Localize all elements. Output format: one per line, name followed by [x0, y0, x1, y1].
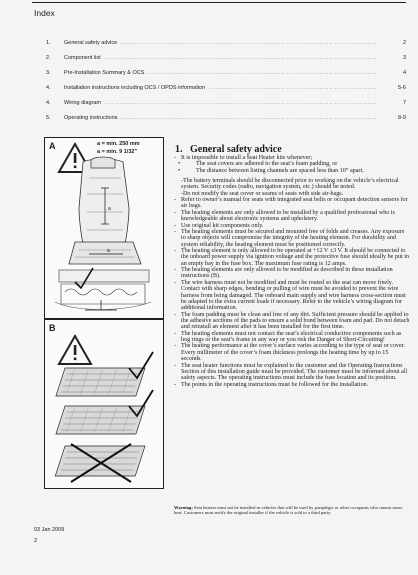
toc-page-number: 3	[402, 55, 406, 61]
toc-leader-dots	[64, 100, 378, 106]
toc-label: Installation instructions including OCS / OPDS information	[64, 85, 206, 91]
battery-paragraph: -The battery terminals should be disconnected prior to working on the vehicle’s electrical system. Security codes (radio, navigation system, etc.) should be noted.	[181, 178, 399, 191]
toc-label: Component list	[64, 55, 101, 61]
footer-page-number: 2	[34, 538, 38, 544]
warning-text: Seat heaters must not be installed in vehicles that will be used by paraplegic or other occupants who cannot sense heat. Customers must notify the original installer if the vehicle is sold to a third party.	[174, 505, 403, 516]
section-heading	[175, 144, 282, 155]
safety-bullet: - Use original kit components only.	[174, 223, 410, 229]
toc-number: 3.	[46, 70, 51, 76]
warning-label: Warning:	[174, 505, 193, 510]
toc-page-number: 7	[402, 100, 406, 106]
toc-page-number: 5-6	[398, 85, 406, 91]
heating-element-diagram-icon	[45, 320, 163, 488]
toc-leader-dots	[64, 55, 378, 61]
toc-label: General safety advice	[64, 40, 118, 46]
toc-number: 2.	[46, 55, 51, 61]
safety-bullet: - The heating performance at the cover’s surface varies according to the type of seat or cover. Every millimeter of the cover’s foam thickness prolongs the heating time by up to 15 seconds.	[174, 343, 410, 362]
table-of-contents	[34, 40, 406, 130]
section-title: General safety advice	[190, 144, 282, 155]
toc-label: Wiring diagram	[64, 100, 101, 106]
toc-row[interactable]	[34, 55, 406, 70]
toc-number: 4.	[46, 85, 51, 91]
safety-bullet: - The wire harness must not be modified and must be routed so the seat can move freely. Contact with sharp edges, bending or pulling of wire must be avoided to prevent the wire harness from being damaged. The onboard main supply and wire harness cross-section must be adapted to the extra current loads if necessary. Refer to the vehicle’s wiring diagram for additional information.	[174, 280, 410, 311]
toc-row[interactable]	[34, 100, 406, 115]
measurement-mm: a = min. 250 mm	[97, 141, 140, 147]
measure-label-a: a	[108, 206, 111, 212]
intro-text: - It is impossible to install a Seat Heater kits whenever;	[174, 155, 410, 161]
safety-bullet: - The heating elements are only allowed to be installed by a qualified professional who is knowledgeable about electronic systems and upholstery.	[174, 210, 410, 223]
airbag-paragraph: -Do not modify the seat cover or seams of seats with side air-bags.	[181, 190, 344, 197]
intro-sub-item: • The seat covers are adhered to the seat’s foam padding, or	[174, 161, 410, 167]
toc-row[interactable]	[34, 40, 406, 55]
page-title: Index	[34, 8, 55, 18]
toc-number: 1.	[46, 40, 51, 46]
toc-page-number: 4	[402, 70, 406, 76]
warning-note	[174, 505, 410, 516]
section-number: 1.	[175, 144, 183, 155]
figure-a-seat-measurement	[44, 137, 164, 319]
toc-number: 4.	[46, 100, 51, 106]
footer-date: 03 Jan 2009	[34, 527, 65, 533]
measurement-inch: a = min. 9 1/32"	[97, 149, 138, 155]
safety-bullet: - The heating elements are only allowed to be modified as described in these installation instructions (B).	[174, 267, 410, 280]
safety-bullet: - The heating elements must be secured and mounted free of folds and creases. Any exposure to sharp objects will compromise the integrity of the heating element. For durability and system reliability, the heating element must be positioned correctly.	[174, 229, 410, 248]
measure-label-a: a	[107, 248, 110, 254]
safety-bullet: - The heating element is only allowed to be operated at +12 V ±3 V. It should be connected to the onboard power supply via ignition voltage and the protective fuse should ideally be put in an empty bay in the fuse box. The maximum fuse rating is 12 amps.	[174, 248, 410, 267]
toc-row[interactable]	[34, 70, 406, 85]
header-rule	[32, 2, 406, 3]
safety-bullet: - The seat heater functions must be explained to the customer and the Operating Instructions Section of this installation guide must be provided. The customer must be informed about all safety aspects. The operating instructions must include the fuse location and its position.	[174, 363, 410, 382]
safety-bullet: - The heating elements must not contact the seat’s electrical conductive components such as hog rings or the seat’s frame in any way or you risk the Danger of Short-Circuiting!	[174, 331, 410, 344]
toc-row[interactable]	[34, 115, 406, 130]
figure-b-letter: B	[49, 323, 56, 333]
toc-row[interactable]	[34, 85, 406, 100]
toc-label: Operating instructions	[64, 115, 118, 121]
figure-a-letter: A	[49, 141, 56, 151]
toc-label: Pre-Installation Summary & OCS	[64, 70, 145, 76]
safety-advice-body	[174, 155, 410, 388]
safety-bullet: - Refer to owner’s manual for seats with integrated seat belts or occupant detection sensors for air bags.	[174, 197, 410, 210]
toc-number: 5.	[46, 115, 51, 121]
figure-b-element-modification	[44, 319, 164, 489]
safety-bullet: - The points in the operating instructions must be followed for the installation.	[174, 382, 410, 388]
toc-page-number: 8-9	[398, 115, 406, 121]
intro-sub-item: • The distance between listing channels are spaced less than 10” apart.	[174, 168, 410, 174]
toc-page-number: 2	[402, 40, 406, 46]
safety-bullet: - The foam padding must be clean and free of any dirt. Sufficient pressure should be applied to the adhesive sections of the pads to ensure a solid bond between foam and pad. Do not detach and reinstall an element after it has been installed for the first time.	[174, 312, 410, 331]
seat-diagram-icon	[45, 138, 163, 318]
